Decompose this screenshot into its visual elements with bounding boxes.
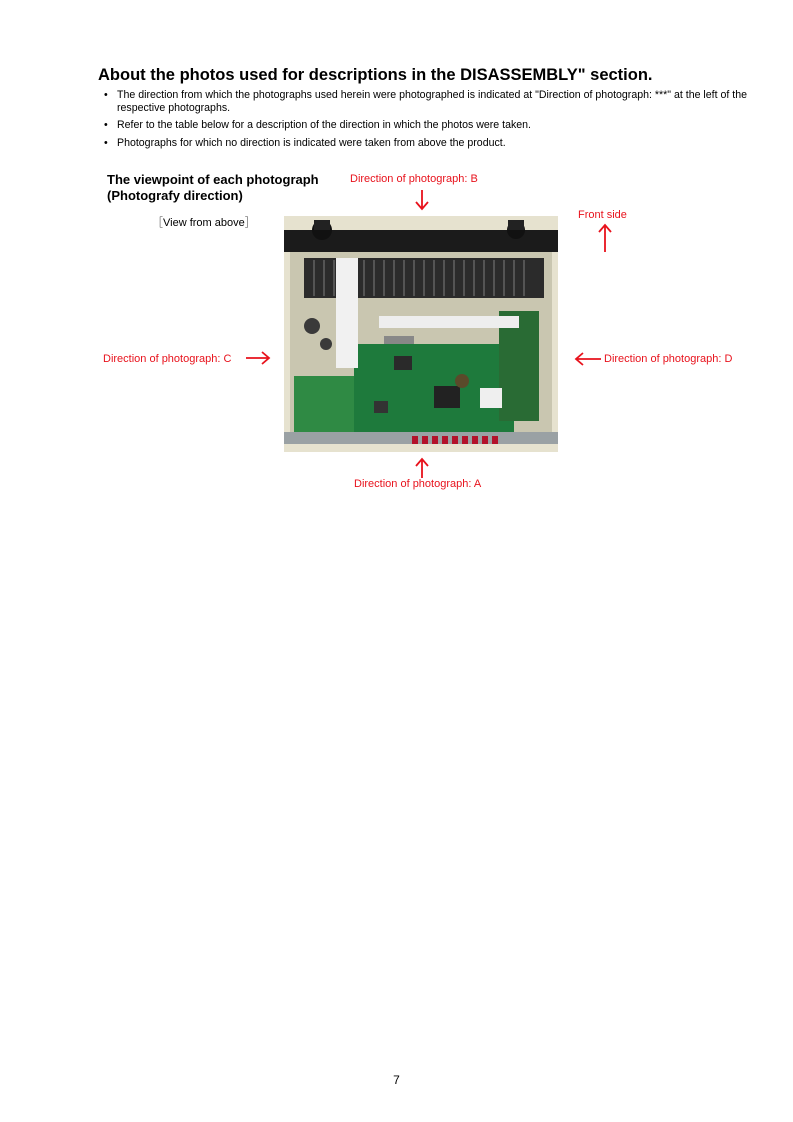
bullet-text: Photographs for which no direction is indicated were taken from above the product.: [117, 136, 506, 149]
direction-b-label: Direction of photograph: B: [350, 173, 478, 185]
section-heading: About the photos used for descriptions in the DISASSEMBLY" section.: [98, 66, 653, 84]
arrow-up-a-icon: [414, 457, 430, 479]
bullet-symbol: •: [104, 89, 108, 101]
page-number: 7: [393, 1073, 400, 1087]
arrow-down-b-icon: [414, 189, 430, 211]
direction-c-label: Direction of photograph: C: [103, 353, 232, 365]
bullet-text: Refer to the table below for a description of the direction in which the photos were taken.: [117, 119, 531, 131]
direction-d-label: Direction of photograph: D: [604, 353, 733, 365]
bullet-item-2: [104, 119, 764, 132]
product-top-view-photo: [284, 216, 558, 452]
bullet-item-3: [104, 137, 764, 150]
bullet-symbol: •: [104, 119, 108, 131]
arrow-left-d-icon: [574, 352, 602, 366]
direction-a-label: Direction of photograph: A: [354, 478, 482, 490]
bullet-text: The direction from which the photographs used herein were photographed is indicated at "Direction of photograph: ***" at the left of the respective photographs.: [117, 89, 747, 114]
arrow-right-c-icon: [245, 351, 271, 365]
bullet-list: [104, 89, 764, 154]
bullet-symbol: •: [104, 136, 108, 149]
arrow-up-front-icon: [597, 223, 613, 253]
viewpoint-title-line1: The viewpoint of each photograph: [107, 172, 319, 187]
viewpoint-title: [107, 172, 319, 204]
view-from-above-label: ［View from above］: [152, 217, 256, 229]
bullet-item-1: [104, 89, 764, 114]
front-side-label: Front side: [578, 209, 627, 221]
viewpoint-title-line2: (Photografy direction): [107, 188, 243, 203]
